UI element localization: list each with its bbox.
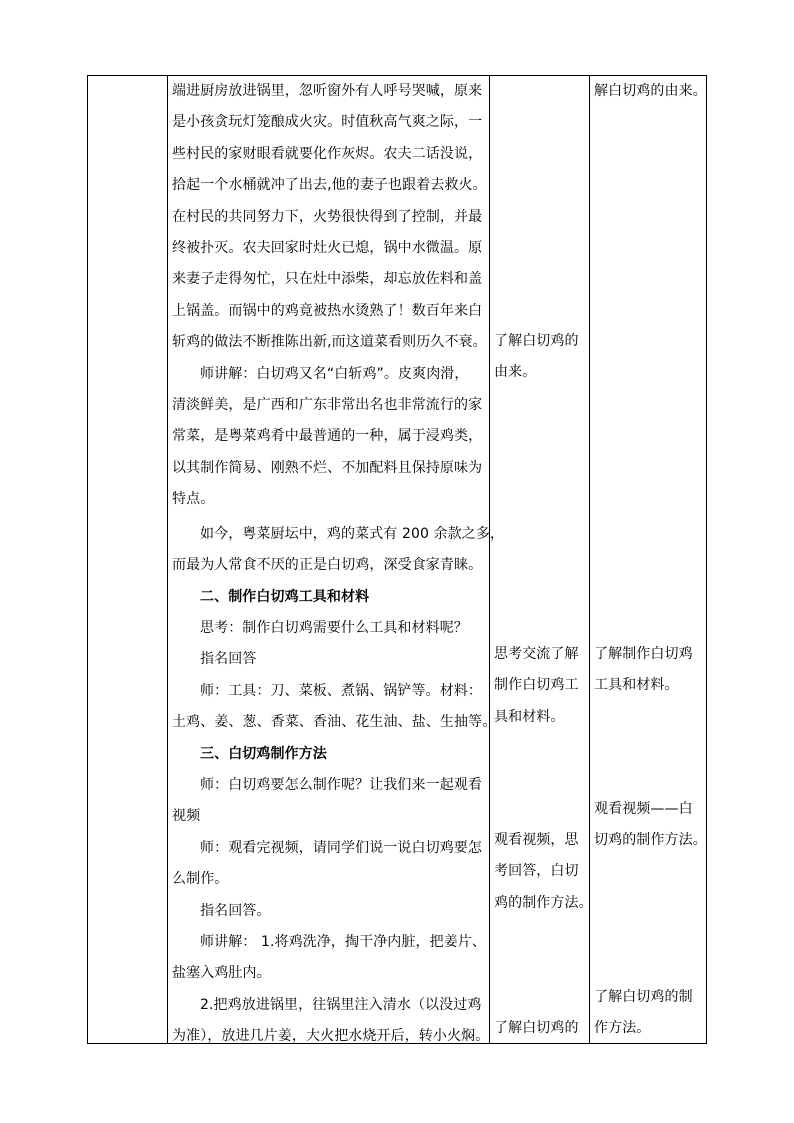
text-line: 在村民的共同努力下，火势很快得到了控制，并最	[172, 208, 483, 225]
watch-video-paragraph	[172, 770, 490, 833]
text-line: 么制作。	[172, 871, 229, 888]
section-heading-method: 三、白切鸡制作方法	[200, 745, 327, 762]
text-line: 为准），放进几片姜，大火把水烧开后，转小火焖。	[172, 1028, 490, 1045]
text-line: 上锅盖。而锅中的鸡竟被热水烫熟了！数百年来白	[172, 302, 483, 319]
text-line: 切鸡的制作方法。	[594, 832, 707, 849]
text-line: 观看视频，思	[494, 832, 579, 848]
student-block-steps	[494, 1013, 579, 1044]
tools-materials-paragraph	[172, 676, 497, 739]
text-line: 如今，粤菜厨坛中，鸡的菜式有 200 余款之多，	[200, 525, 505, 542]
text-line: 鸡的制作方法。	[494, 894, 593, 911]
text-line: 了解白切鸡的	[494, 333, 579, 349]
text-line: 盐塞入鸡肚内。	[172, 965, 271, 982]
text-line: 由来。	[494, 364, 537, 381]
text-line: 考回答，白切	[494, 863, 579, 880]
text-line: 解白切鸡的由来。	[594, 83, 707, 99]
text-line: 师：白切鸡要怎么制作呢？让我们来一起观看	[200, 776, 482, 793]
purpose-block-tools	[594, 639, 693, 702]
text-line: 以其制作简易、刚熟不烂、不加配料且保持原味为	[172, 459, 483, 476]
section-heading-tools: 二、制作白切鸡工具和材料	[200, 588, 370, 605]
text-line: 土鸡、姜、葱、香菜、香油、花生油、盐、生抽等。	[172, 714, 497, 731]
text-line: 具和材料。	[494, 708, 565, 725]
text-line: 终被扑灭。农夫回家时灶火已熄，锅中水微温。原	[172, 240, 483, 257]
table-right-border	[706, 75, 707, 1044]
text-line: 视频	[172, 808, 201, 825]
student-block-tools	[494, 639, 579, 733]
text-line: 而最为人常食不厌的正是白切鸡，深受食家青睐。	[172, 557, 483, 574]
text-line: 来妻子走得匆忙，只在灶中添柴，却忘放佐料和盖	[172, 271, 483, 288]
text-line: 些村民的家财眼看就要化作灰烬。农夫二话没说，	[172, 145, 483, 162]
after-video-paragraph	[172, 833, 490, 896]
text-line: 特点。	[172, 491, 215, 508]
call-on-answer-2: 指名回答。	[200, 902, 271, 919]
text-line: 清淡鲜美，是广西和广东非常出名也非常流行的家	[172, 397, 483, 414]
text-line: 制作白切鸡工	[494, 677, 579, 694]
text-line: 了解白切鸡的	[494, 1020, 579, 1036]
step-2-paragraph	[172, 990, 490, 1053]
column-divider-1	[167, 75, 168, 1044]
teacher-explanation-paragraph	[172, 359, 490, 516]
text-line: 师讲解： 1.将鸡洗净，掏干净内脏，把姜片、	[200, 933, 487, 950]
design-purpose-column	[594, 76, 706, 1043]
teaching-content-column	[172, 76, 505, 1045]
text-line: 了解白切鸡的制	[594, 989, 693, 1005]
student-block-origin	[494, 326, 579, 389]
text-line: 工具和材料。	[594, 677, 679, 694]
text-line: 斩鸡的做法不断推陈出新,而这道菜看则历久不衰。	[172, 334, 487, 351]
student-activity-column	[494, 76, 593, 1043]
think-question: 思考：制作白切鸡需要什么工具和材料呢？	[200, 619, 468, 636]
nowadays-paragraph	[172, 519, 505, 582]
step-1-paragraph	[172, 927, 490, 990]
text-line: 师讲解：白切鸡又名“白斩鸡”。皮爽肉滑，	[200, 365, 469, 382]
student-block-method	[494, 825, 593, 919]
text-line: 思考交流了解	[494, 646, 579, 662]
stage-column-cell	[88, 76, 167, 1043]
text-line: 端进厨房放进锅里，忽听窗外有人呼号哭喊，原来	[172, 83, 483, 99]
text-line: 是小孩贪玩灯笼酿成火灾。时值秋高气爽之际，一	[172, 114, 483, 131]
text-line: 观看视频——白	[594, 801, 693, 817]
text-line: 师：观看完视频，请同学们说一说白切鸡要怎	[200, 839, 482, 856]
text-line: 作方法。	[594, 1020, 651, 1037]
text-line: 了解制作白切鸡	[594, 646, 693, 662]
story-paragraph	[172, 76, 490, 359]
call-on-answer: 指名回答	[200, 651, 257, 668]
purpose-block-origin	[594, 76, 707, 107]
text-line: 常菜，是粤菜鸡肴中最普通的一种，属于浸鸡类，	[172, 428, 483, 445]
text-line: 拾起一个水桶就冲了出去,他的妻子也跟着去救火。	[172, 177, 487, 194]
purpose-block-video	[594, 794, 707, 857]
text-line: 2.把鸡放进锅里，往锅里注入清水（以没过鸡	[200, 996, 482, 1013]
purpose-block-steps	[594, 982, 693, 1045]
text-line: 师：工具：刀、菜板、煮锅、锅铲等。材料：	[200, 682, 482, 699]
